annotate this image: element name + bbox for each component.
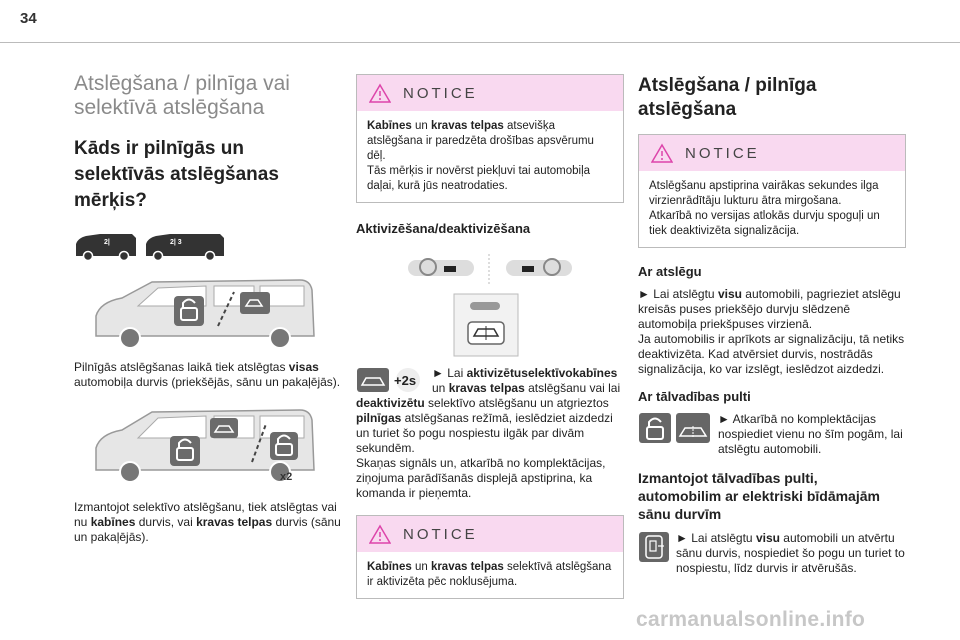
- paragraph-with-key: ► Lai atslēgtu visu automobili, pagrieziet atslēgu kreisās puses priekšējo durvju slēdzenē automobiļa priekšpuses virzienā.: [638, 287, 901, 331]
- notice-title: NOTICE: [403, 84, 478, 102]
- warning-triangle-icon: [651, 143, 673, 163]
- svg-text:2|: 2|: [104, 239, 110, 246]
- sliding-door-instructions: ► Lai atslēgtu visu automobili un atvērtu sānu durvis, nospiediet šo pogu un turiet to nospiestu, līdz durvis ir atvērušās.: [638, 531, 906, 576]
- heading-remote: Ar tālvadības pulti: [638, 389, 751, 404]
- paragraph-full-unlocking: Pilnīgās atslēgšanas laikā tiek atslēgtas visas automobiļa durvis (priekšējās, sānu un pakaļējās).: [74, 360, 341, 389]
- notice-box-3: [638, 134, 906, 248]
- column-3: [638, 74, 906, 576]
- van-full-unlocking-illustration: [74, 276, 334, 350]
- notice-body: Kabīnes un kravas telpas atsevišķa atslēgšana ir paredzēta drošības apsvērumu dēļ. Tās mērķis ir novērst piekļuvi tai automobiļa daļai, kurā jūs neatrodaties.: [367, 120, 594, 192]
- section-subtitle: Kāds ir pilnīgās un selektīvās atslēgšanas mērķis?: [74, 138, 279, 211]
- x2-label: x2: [280, 471, 293, 483]
- paragraph-alarm: Ja automobilis ir aprīkots ar signalizāciju, tā netiks deaktivizēta. Kad atvērsiet durvis, nostrādās signalizācija, ko var izslēgt, ieslēdzot aizdedzi.: [638, 332, 905, 376]
- column-2: [356, 74, 624, 599]
- svg-text:2| 3: 2| 3: [170, 239, 182, 246]
- notice-body: Atslēgšanu apstiprina vairākas sekundes ilga virzienrādītāju lukturu ātra mirgošana. Atkarībā no versijas atlokās durvju spoguļi un tiek deaktivizēta signalizācija.: [649, 180, 880, 237]
- notice-title: NOTICE: [685, 144, 760, 162]
- section-title-locking: Atslēgšana / pilnīga atslēgšana: [638, 75, 817, 120]
- paragraph-selective-unlocking: Izmantojot selektīvo atslēgšanu, tiek atslēgtas vai nu kabīnes durvis, vai kravas telpas durvis (sānu un pakaļējās).: [74, 500, 341, 544]
- column-1: [74, 60, 342, 545]
- heading-with-key: Ar atslēgu: [638, 264, 702, 279]
- header-divider: [0, 42, 960, 43]
- hold-2s-label: +2s: [394, 373, 417, 388]
- notice-box-1: [356, 74, 624, 203]
- heading-remote-sliding-doors: Izmantojot tālvadības pulti, automobilim ar elektriski bīdāmajām sānu durvīm: [638, 470, 880, 522]
- page-number: 34: [20, 10, 37, 27]
- notice-box-2: [356, 515, 624, 599]
- remote-instructions: ► Atkarībā no komplektācijas nospiediet vienu no šīm pogām, lai atslēgtu automobili.: [638, 412, 906, 457]
- warning-triangle-icon: [369, 83, 391, 103]
- van-selective-unlocking-illustration: [74, 404, 334, 486]
- confirmation-paragraph: Skaņas signāls un, atkarībā no komplektācijas, ziņojuma parādīšanās displejā apstiprina, ka komanda ir pieņemta.: [356, 456, 606, 500]
- van-silhouettes-illustration: [74, 230, 234, 262]
- dashboard-steering-illustration: [356, 252, 622, 286]
- selective-button-panel-illustration: [356, 292, 622, 358]
- selective-unlock-button-icon: [356, 366, 426, 394]
- notice-title: NOTICE: [403, 525, 478, 543]
- sliding-door-button-icon: [638, 531, 670, 563]
- notice-body: Kabīnes un kravas telpas selektīvā atslēgšana ir aktivizēta pēc noklusējuma.: [367, 561, 612, 588]
- section-title: Atslēgšana / pilnīga vai selektīvā atslēgšana: [74, 72, 290, 119]
- activation-instructions: +2s ► Lai aktivizētuselektīvokabīnes un kravas telpas atslēgšanu vai lai deaktivizētu selektīvo atslēgšanu un atgrieztos pilnīgas atslēgšanas režīmā, ieslēdziet aizdedzi un turiet šo pogu nospiestu ilgāk par divām sekundēm. Skaņas signāls un, atkarībā no komplektācijas, ziņojuma parādīšanās displejā apstiprina, ka komanda ir pieņemta.: [356, 366, 624, 501]
- remote-lock-buttons-icon: [638, 412, 712, 444]
- activation-heading: Aktivizēšana/deaktivizēšana: [356, 221, 531, 236]
- warning-triangle-icon: [369, 524, 391, 544]
- watermark: carmanualsonline.info: [636, 608, 866, 631]
